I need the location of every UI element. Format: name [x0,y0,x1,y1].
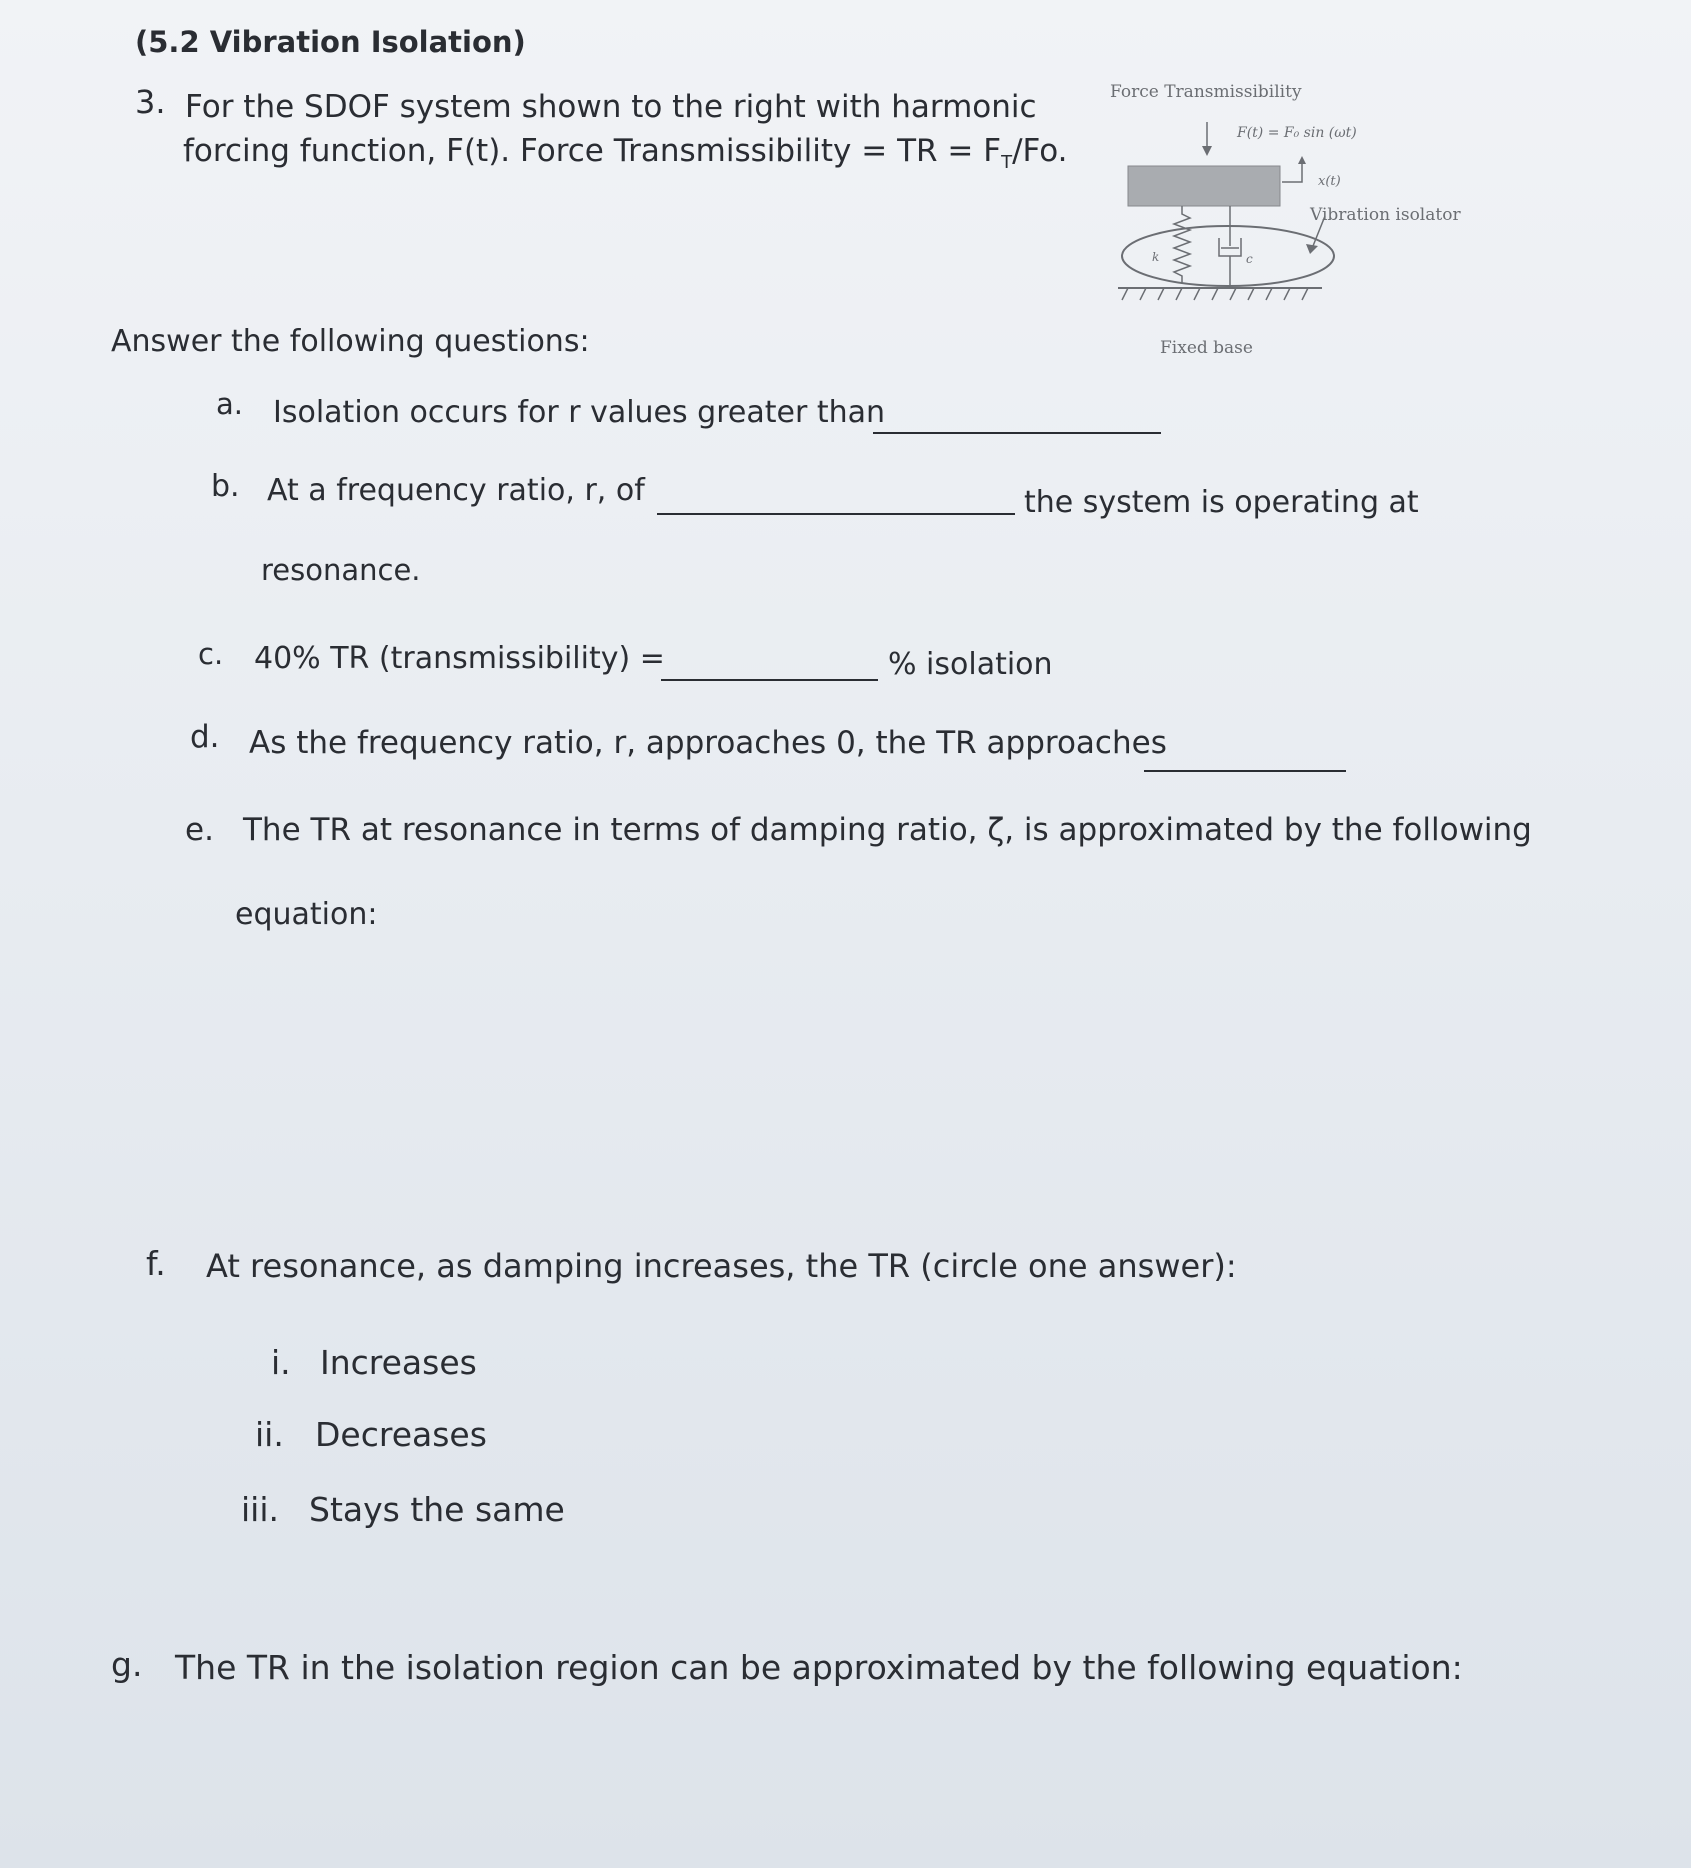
base-label: Fixed base [1160,338,1253,358]
isolator-pointer [1306,216,1325,254]
question-c-text: 40% TR (transmissibility) = [254,641,665,676]
question-c-blank[interactable] [661,679,878,681]
problem-line-2-end: /Fo. [1012,133,1068,169]
option-ii-marker[interactable]: ii. [255,1415,284,1454]
problem-number: 3. [135,83,166,121]
question-a-text: Isolation occurs for r values greater than [273,395,885,430]
vibration-source-box [1128,166,1280,206]
question-b-text-cont: resonance. [261,553,421,587]
figure-drawing [1080,78,1480,378]
question-b-marker: b. [211,469,240,504]
problem-line-2-main: forcing function, F(t). Force Transmissibility = TR = F [183,133,1002,169]
problem-line-2-sub: T [1001,152,1013,174]
option-i-marker[interactable]: i. [271,1343,291,1382]
question-d-marker: d. [190,719,220,755]
question-c-marker: c. [198,637,224,671]
question-e-marker: e. [185,812,214,848]
force-arrow [1202,122,1212,156]
damper [1219,206,1241,288]
force-label: F(t) = F₀ sin (ωt) [1237,125,1357,141]
question-d-blank[interactable] [1144,770,1346,772]
question-b-text-after: the system is operating at [1024,485,1419,520]
spring [1174,206,1190,284]
question-f-text: At resonance, as damping increases, the TR (circle one answer): [206,1247,1237,1285]
option-i-label[interactable]: Increases [320,1343,477,1382]
spring-label: k [1152,250,1160,264]
displacement-arrow [1282,156,1306,182]
problem-line-1: For the SDOF system shown to the right with harmonic [185,89,1037,125]
question-b-blank[interactable] [657,513,1015,515]
question-a-blank[interactable] [873,432,1161,434]
question-g-text: The TR in the isolation region can be approximated by the following equation: [175,1648,1463,1687]
question-d-text: As the frequency ratio, r, approaches 0, the TR approaches [249,725,1167,761]
question-e-text: The TR at resonance in terms of damping ratio, ζ, is approximated by the following [243,812,1532,848]
section-title: (5.2 Vibration Isolation) [135,25,526,59]
disp-label: x(t) [1318,174,1341,189]
damper-label: c [1246,252,1253,266]
question-g-marker: g. [111,1645,143,1684]
question-b-text: At a frequency ratio, r, of [267,473,645,508]
option-iii-label[interactable]: Stays the same [309,1490,565,1529]
option-ii-label[interactable]: Decreases [315,1415,487,1454]
figure-title: Force Transmissibility [1110,82,1302,102]
question-a-marker: a. [216,387,243,421]
answer-prompt: Answer the following questions: [111,324,590,359]
isolator-label: Vibration isolator [1310,205,1461,225]
question-f-marker: f. [146,1244,166,1283]
sdof-figure [1080,78,1480,378]
problem-line-2 [183,133,1068,174]
option-iii-marker[interactable]: iii. [241,1490,279,1529]
question-c-text-after: % isolation [888,647,1053,682]
question-e-text-cont: equation: [235,897,378,932]
ground-hatching [1122,288,1308,300]
